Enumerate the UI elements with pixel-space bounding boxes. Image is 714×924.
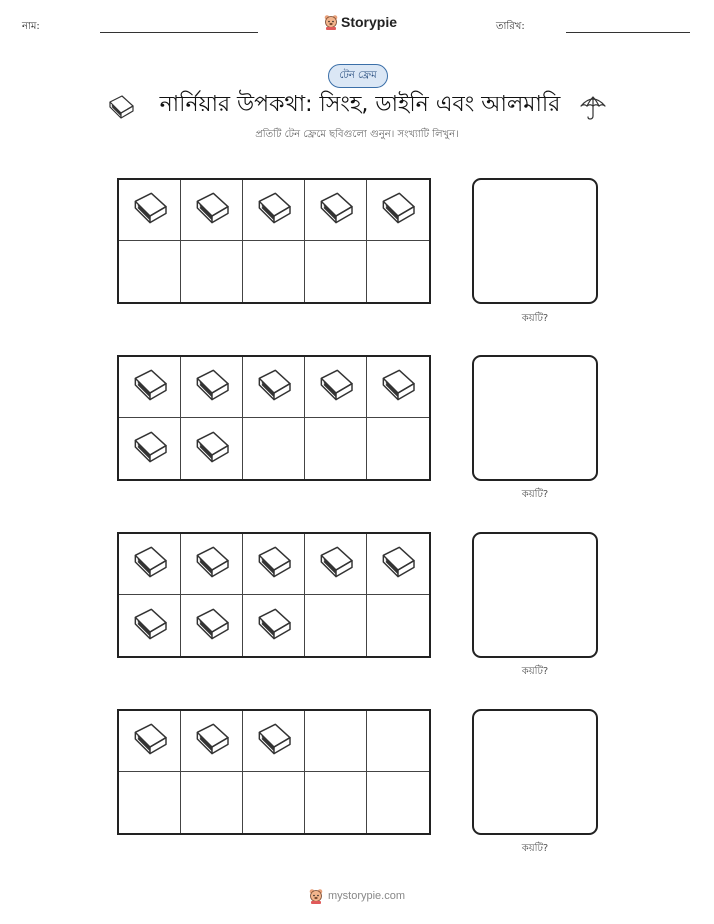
umbrella-icon: [578, 92, 608, 122]
page-title: নার্নিয়ার উপকথা: সিংহ, ডাইনি এবং আলমারি: [159, 91, 561, 117]
book-icon: [192, 719, 232, 763]
book-icon: [378, 542, 418, 586]
ten-frame-cell: [367, 418, 429, 479]
ten-frame-cell: [305, 534, 367, 595]
brand-name: Storypie: [341, 14, 398, 30]
book-icon: [254, 188, 294, 232]
book-icon: [192, 604, 232, 648]
bear-mascot-icon: [309, 888, 323, 904]
book-icon: [130, 427, 170, 471]
ten-frame-cell: [119, 357, 181, 418]
ten-frame-cell: [181, 772, 243, 833]
ten-frame-cell: [181, 595, 243, 656]
ten-frame-4: [117, 709, 431, 835]
book-icon: [378, 365, 418, 409]
count-prompt-1: কয়টি?: [521, 313, 549, 324]
book-icon: [192, 427, 232, 471]
book-icon: [192, 365, 232, 409]
book-icon: [254, 542, 294, 586]
answer-box-2[interactable]: [472, 355, 598, 481]
ten-frame-cell: [119, 711, 181, 772]
date-label: তারিখ:: [496, 21, 525, 32]
instructions: প্রতিটি টেন ফ্রেমে ছবিগুলো গুনুন। সংখ্যাটি লিখুন।: [255, 129, 459, 140]
ten-frame-cell: [181, 241, 243, 302]
footer-site: mystorypie.com: [327, 890, 406, 902]
count-prompt-4: কয়টি?: [521, 843, 549, 854]
name-line[interactable]: [100, 32, 258, 33]
book-icon: [106, 92, 136, 122]
book-icon: [192, 542, 232, 586]
book-icon: [130, 542, 170, 586]
ten-frame-cell: [243, 711, 305, 772]
ten-frame-cell: [119, 595, 181, 656]
answer-box-1[interactable]: [472, 178, 598, 304]
ten-frame-cell: [367, 595, 429, 656]
ten-frame-cell: [119, 180, 181, 241]
ten-frame-3: [117, 532, 431, 658]
ten-frame-cell: [181, 711, 243, 772]
ten-frame-cell: [181, 418, 243, 479]
ten-frame-cell: [181, 357, 243, 418]
ten-frame-cell: [305, 241, 367, 302]
count-prompt-2: কয়টি?: [521, 489, 549, 500]
book-icon: [254, 604, 294, 648]
ten-frame-cell: [367, 772, 429, 833]
ten-frame-cell: [243, 595, 305, 656]
ten-frame-cell: [119, 418, 181, 479]
ten-frame-cell: [367, 241, 429, 302]
book-icon: [316, 188, 356, 232]
ten-frame-cell: [367, 711, 429, 772]
ten-frame-cell: [305, 180, 367, 241]
bear-mascot-icon: [324, 14, 338, 30]
ten-frame-cell: [305, 357, 367, 418]
book-icon: [130, 188, 170, 232]
ten-frame-cell: [243, 180, 305, 241]
ten-frame-cell: [367, 357, 429, 418]
ten-frame-cell: [119, 772, 181, 833]
book-icon: [130, 604, 170, 648]
name-label: নাম:: [22, 21, 40, 32]
footer: [300, 886, 414, 906]
ten-frame-cell: [243, 534, 305, 595]
ten-frame-cell: [305, 595, 367, 656]
ten-frame-cell: [181, 534, 243, 595]
ten-frame-cell: [243, 241, 305, 302]
ten-frame-cell: [243, 418, 305, 479]
ten-frame-cell: [305, 418, 367, 479]
topic-badge: টেন ফ্রেম: [328, 64, 388, 88]
ten-frame-2: [117, 355, 431, 481]
book-icon: [192, 188, 232, 232]
ten-frame-cell: [119, 241, 181, 302]
book-icon: [254, 719, 294, 763]
date-line[interactable]: [566, 32, 690, 33]
answer-box-4[interactable]: [472, 709, 598, 835]
ten-frame-cell: [181, 180, 243, 241]
ten-frame-1: [117, 178, 431, 304]
ten-frame-cell: [243, 357, 305, 418]
ten-frame-cell: [305, 772, 367, 833]
ten-frame-cell: [243, 772, 305, 833]
book-icon: [130, 365, 170, 409]
book-icon: [254, 365, 294, 409]
answer-box-3[interactable]: [472, 532, 598, 658]
book-icon: [316, 365, 356, 409]
book-icon: [130, 719, 170, 763]
ten-frame-cell: [367, 180, 429, 241]
ten-frame-cell: [119, 534, 181, 595]
ten-frame-cell: [367, 534, 429, 595]
brand-logo: [324, 14, 397, 30]
count-prompt-3: কয়টি?: [521, 666, 549, 677]
book-icon: [316, 542, 356, 586]
ten-frame-cell: [305, 711, 367, 772]
book-icon: [378, 188, 418, 232]
